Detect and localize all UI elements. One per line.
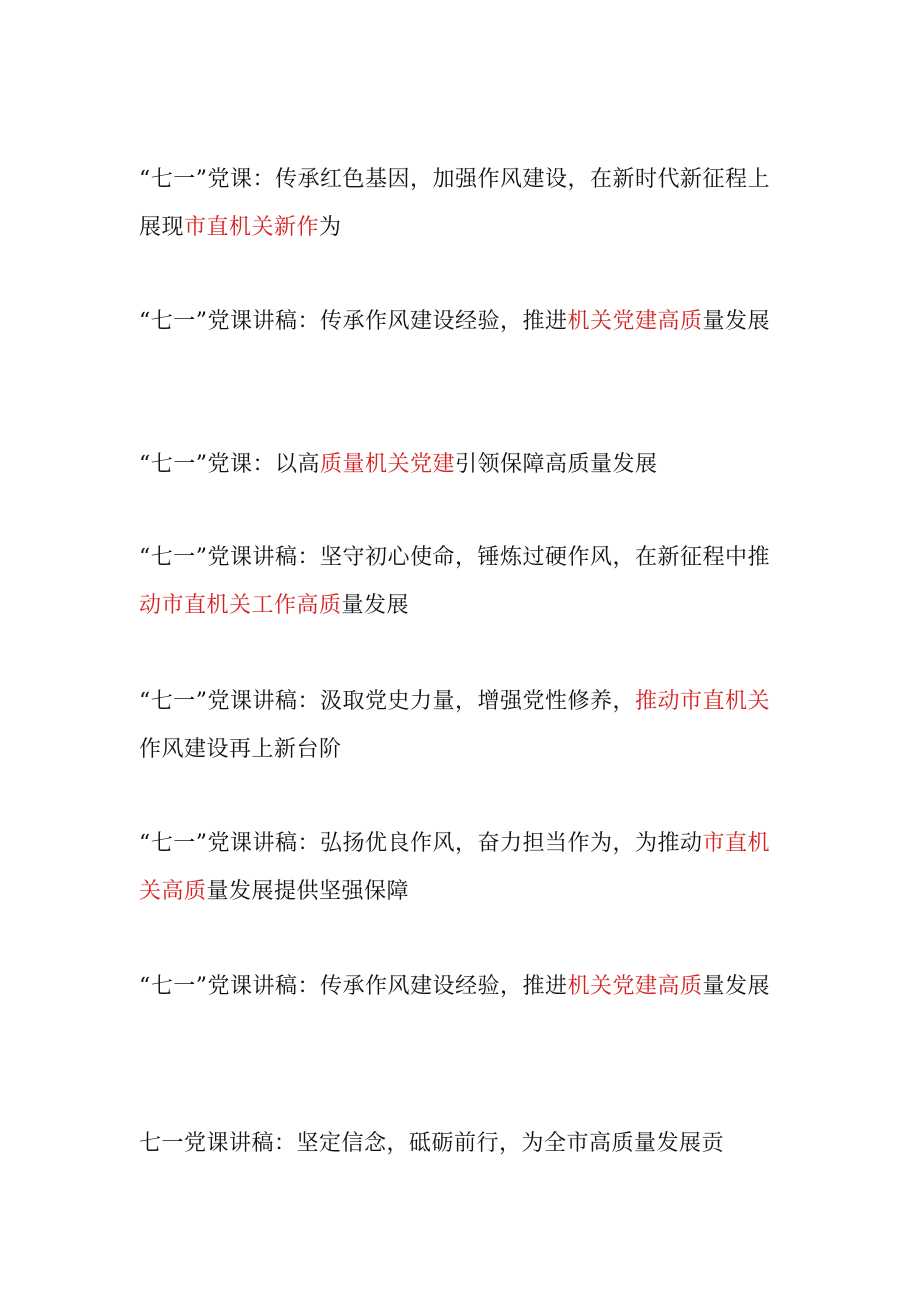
title-entry-7 [139, 963, 787, 1011]
entry-highlight: 动市直机关工作高质 [139, 593, 342, 618]
entry-highlight: 市直机关新作 [184, 215, 320, 240]
entry-text: “七一”党课：传承红色基因，加强作风建设，在新时代新征程上展现 [139, 167, 770, 240]
entry-highlight: 质量机关党建 [320, 452, 456, 477]
entry-text: 作风建设再上新台阶 [139, 737, 342, 762]
title-entry-5 [139, 678, 787, 774]
entry-text: 量发展 [702, 309, 771, 334]
entry-text: “七一”党课讲稿：弘扬优良作风，奋力担当作为，为推动 [139, 831, 703, 856]
title-entry-2 [139, 298, 787, 346]
entry-text: “七一”党课讲稿：汲取党史力量，增强党性修养， [139, 689, 635, 714]
entry-text: “七一”党课讲稿：传承作风建设经验，推进 [139, 309, 568, 334]
entry-highlight: 市直机关高质 [139, 831, 771, 904]
entry-text: 量发展 [702, 974, 771, 999]
title-entry-1 [139, 156, 787, 252]
entry-highlight: 机关党建高质 [567, 309, 703, 334]
entry-text: 量发展 [341, 593, 410, 618]
entry-text: 为 [319, 215, 342, 240]
entry-text: 七一党课讲稿：坚定信念，砥砺前行，为全市高质量发展贡 [139, 1131, 725, 1156]
title-entry-3 [139, 441, 787, 489]
title-entry-6 [139, 820, 787, 916]
title-entry-8 [139, 1120, 787, 1168]
entry-text: “七一”党课讲稿：坚守初心使命，锤炼过硬作风，在新征程中推 [139, 545, 770, 570]
entry-text: 引领保障高质量发展 [455, 452, 658, 477]
entry-text: “七一”党课：以高 [139, 452, 320, 477]
entry-text: 量发展提供坚强保障 [206, 879, 410, 904]
entry-highlight: 推动市直机关 [635, 689, 771, 714]
title-entry-4 [139, 534, 787, 630]
entry-highlight: 机关党建高质 [567, 974, 703, 999]
entry-text: “七一”党课讲稿：传承作风建设经验，推进 [139, 974, 568, 999]
